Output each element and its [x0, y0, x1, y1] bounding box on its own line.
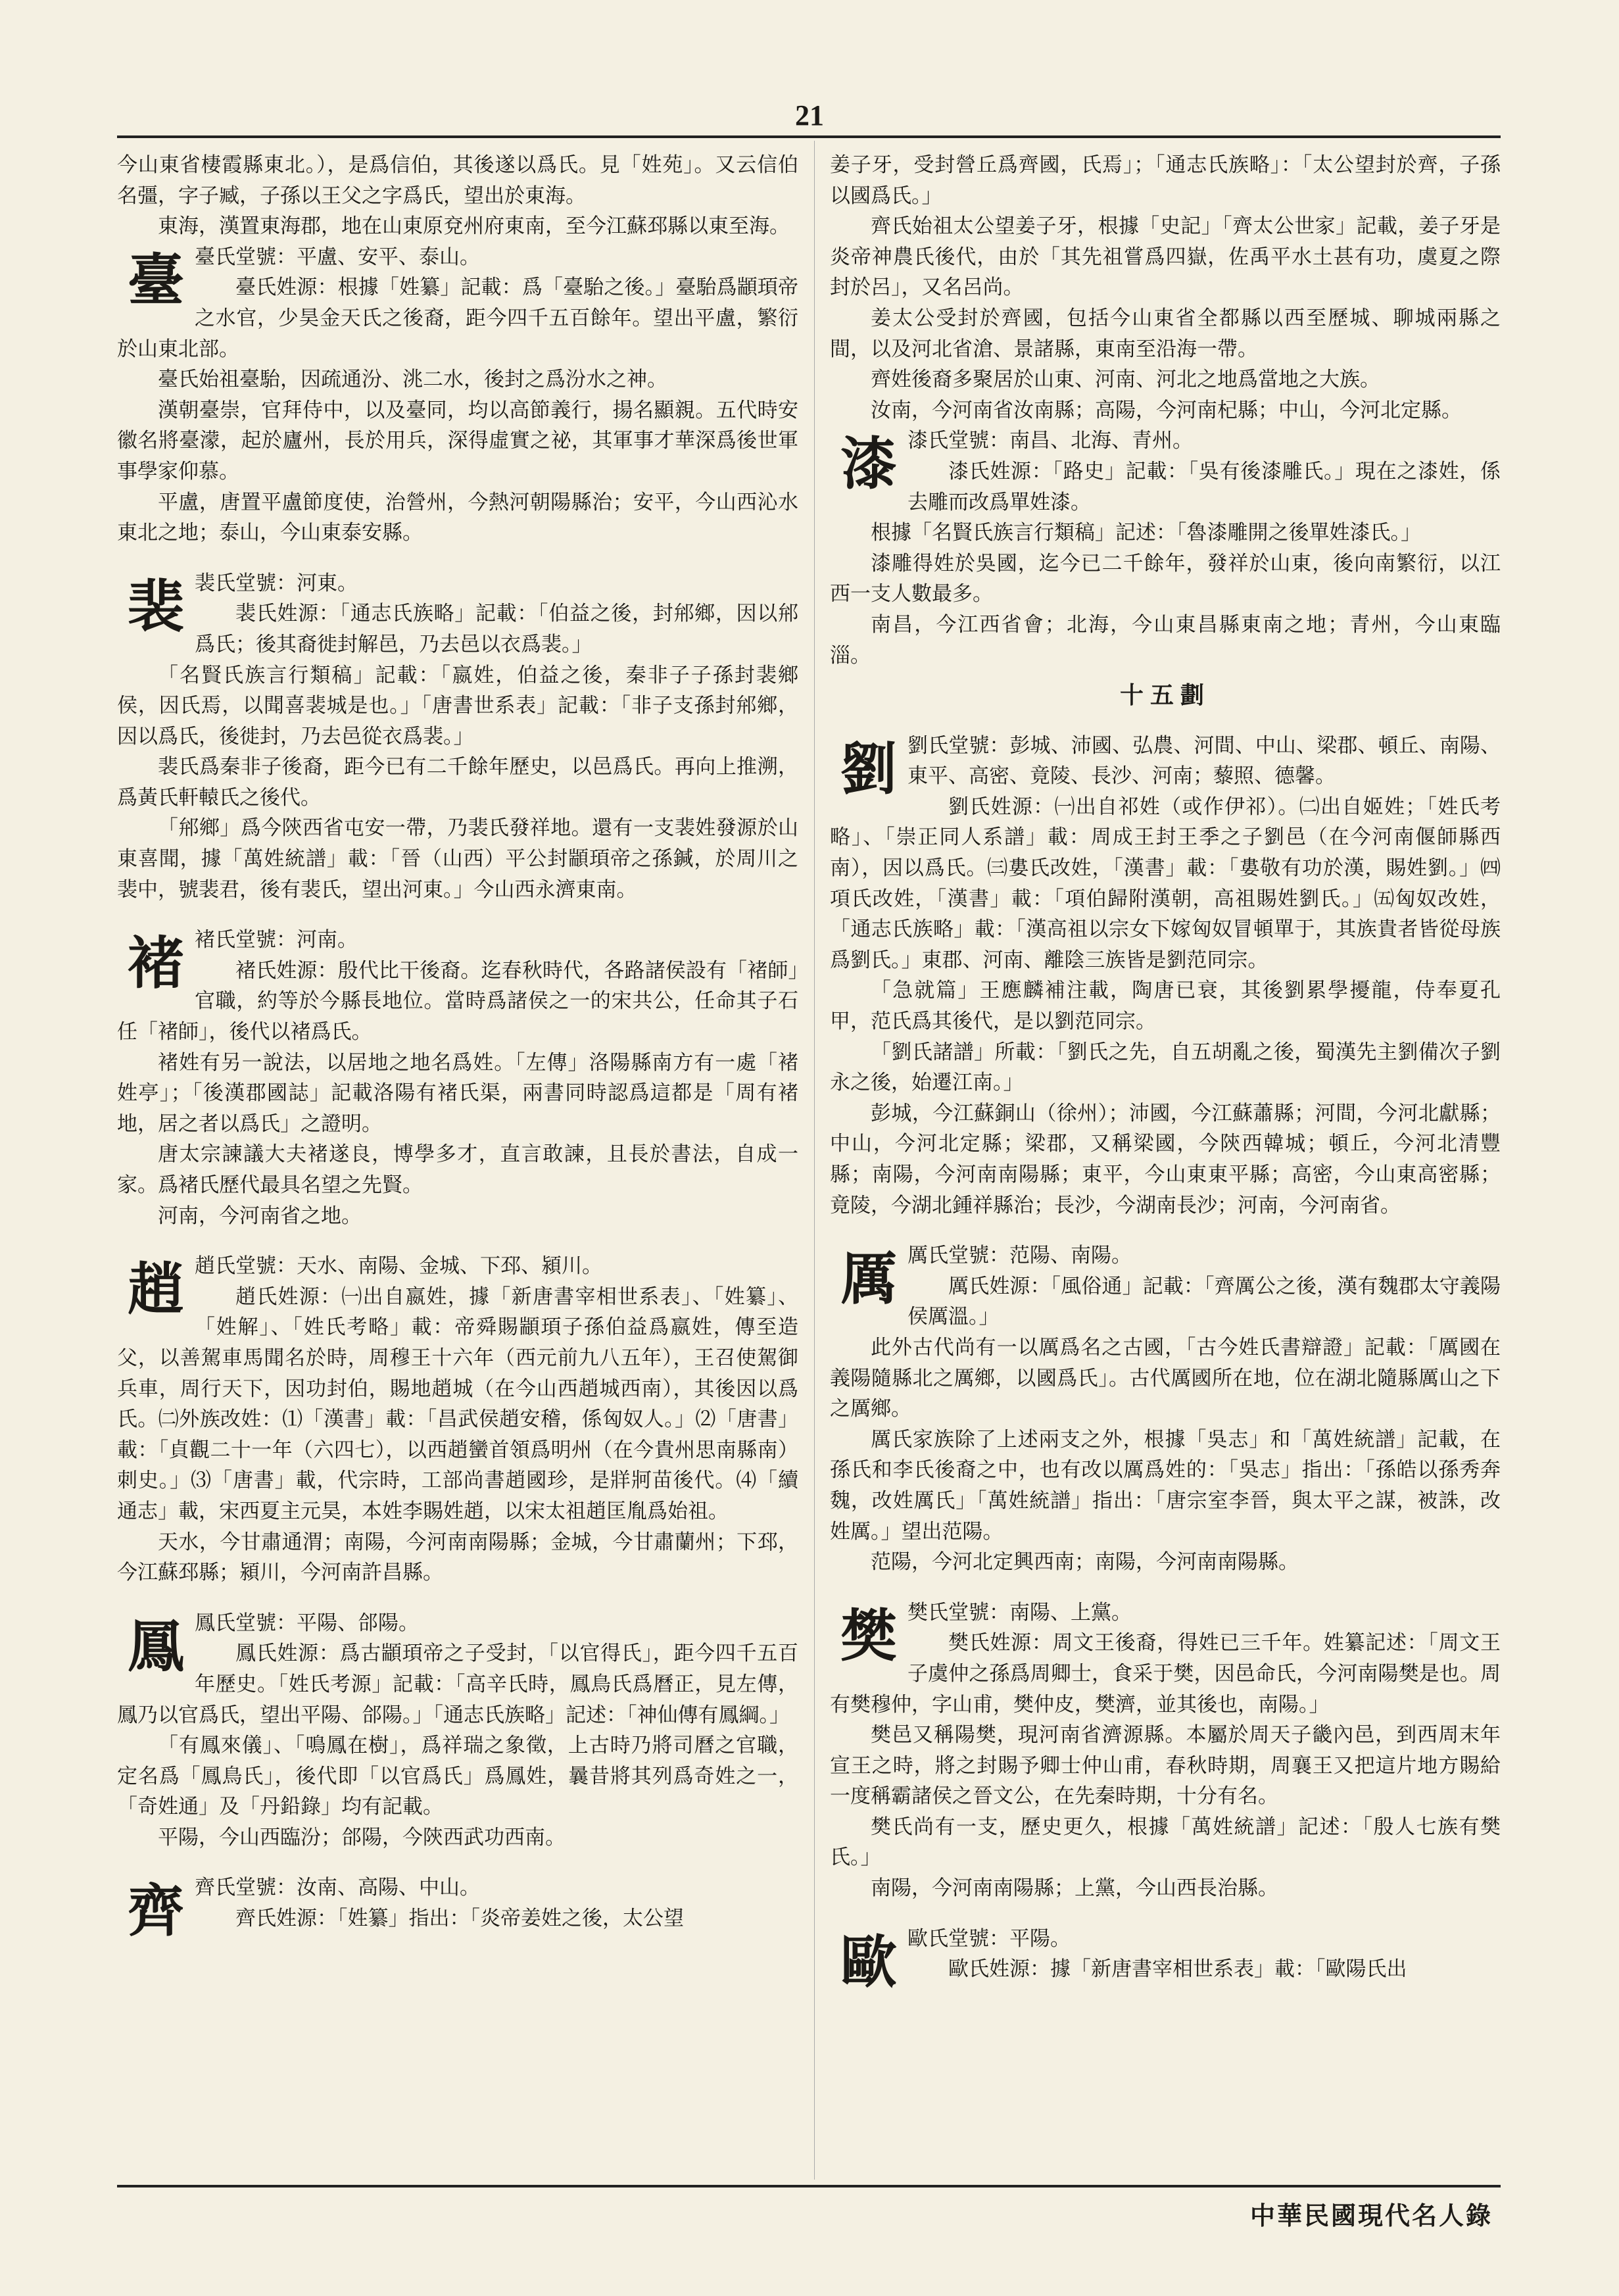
entry-paragraph: 臺氏始祖臺駘，因疏通汾、洮二水，後封之爲汾水之神。 — [158, 368, 667, 392]
entry-paragraph: 平陽，今山西臨汾；郃陽，今陝西武功西南。 — [158, 1825, 566, 1849]
entry-paragraph: 裴氏姓源：「通志氏族略」記載：「伯益之後，封𨚕鄉，因以𨚕爲氏；後其裔徙封解邑，乃去邑以衣爲裴。」 — [195, 602, 798, 656]
entry-paragraph: 此外古代尚有一以厲爲名之古國，「古今姓氏書辯證」記載：「厲國在義陽隨縣北之厲鄉，以國爲氏」。古代厲國所在地，位在湖北隨縣厲山之下之厲鄉。 — [830, 1335, 1501, 1421]
continued-paragraph: 姜子牙，受封營丘爲齊國，氏焉」；「通志氏族略」：「太公望封於齊，子孫以國爲氏。」 — [830, 153, 1501, 208]
entry-paragraph: 「名賢氏族言行類稿」記載：「嬴姓，伯益之後，秦非子子孫封裴鄉侯，因氏焉，以聞喜裴城是也。」「唐書世系表」記載：「非子支孫封𨚕鄉，因以爲氏，後徙封，乃去邑從衣爲裴。」 — [117, 663, 798, 748]
surname-entry — [117, 568, 798, 906]
entry-paragraph: 天水，今甘肅通渭；南陽，今河南南陽縣；金城，今甘肅蘭州；下邳，今江蘇邳縣；潁川，今河南許昌縣。 — [117, 1530, 798, 1585]
entry-paragraph: 根據「名賢氏族言行類稿」記述：「魯漆雕開之後單姓漆氏。」 — [871, 521, 1421, 545]
surname-entry — [830, 426, 1501, 671]
entry-paragraph: 「有鳳來儀」、「鳴鳳在樹」，爲祥瑞之象徵，上古時乃將司曆之官職，定名爲「鳳鳥氏」，後代即「以官爲氏」爲鳳姓，曩昔將其列爲奇姓之一，「奇姓通」及「丹鉛錄」均有記載。 — [117, 1734, 798, 1819]
entry-paragraph: 樊邑又稱陽樊，現河南省濟源縣。本屬於周天子畿內邑，到西周末年宣王之時，將之封賜予卿士仲山甫，春秋時期，周襄王又把這片地方賜給一度稱霸諸侯之晉文公，在先秦時期，十分有名。 — [830, 1723, 1501, 1809]
surname-entry — [830, 1598, 1501, 1904]
continued-paragraph: 齊姓後裔多聚居於山東、河南、河北之地爲當地之大族。 — [871, 368, 1380, 392]
entry-paragraph: 鳳氏堂號：平陽、郃陽。 — [195, 1611, 419, 1635]
entry-paragraph: 平盧，唐置平盧節度使，治營州，今熱河朝陽縣治；安平，今山西沁水東北之地；泰山，今山東泰安縣。 — [117, 490, 798, 545]
surname-heading: 樊 — [840, 1602, 897, 1669]
surname-heading: 褚 — [128, 930, 184, 997]
header-rule — [117, 135, 1501, 138]
page-number: 21 — [795, 99, 824, 132]
entry-paragraph: 范陽，今河北定興西南；南陽，今河南南陽縣。 — [871, 1550, 1299, 1575]
surname-entry — [117, 1872, 798, 1945]
entry-paragraph: 褚氏姓源：殷代比干後裔。迄春秋時代，各路諸侯設有「褚師」官職，約等於今縣長地位。當時爲諸侯之一的宋共公，任命其子石任「褚師」，後代以褚爲氏。 — [117, 958, 798, 1044]
entry-paragraph: 「劉氏諸譜」所載：「劉氏之先，自五胡亂之後，蜀漢先主劉備次子劉永之後，始遷江南。」 — [830, 1040, 1501, 1095]
entry-paragraph: 臺氏堂號：平盧、安平、泰山。 — [195, 245, 480, 269]
entry-paragraph: 樊氏尚有一支，歷史更久，根據「萬姓統譜」記述：「殷人七族有樊氏。」 — [830, 1815, 1501, 1870]
entry-paragraph: 厲氏姓源：「風俗通」記載：「齊厲公之後，漢有魏郡太守義陽侯厲溫。」 — [907, 1274, 1501, 1329]
entry-paragraph: 褚姓有另一說法，以居地之地名爲姓。「左傳」洛陽縣南方有一處「褚姓亭」；「後漢郡國誌」記載洛陽有褚氏渠，兩書同時認爲這都是「周有褚地，居之者以爲氏」之證明。 — [117, 1050, 798, 1136]
entry-paragraph: 漆雕得姓於吳國，迄今已二千餘年，發祥於山東，後向南繁衍，以江西一支人數最多。 — [830, 551, 1501, 606]
surname-heading: 漆 — [840, 431, 897, 498]
entry-paragraph: 裴氏爲秦非子後裔，距今已有二千餘年歷史，以邑爲氏。再向上推溯，爲黃氏軒轅氏之後代。 — [117, 755, 798, 810]
surname-entry — [830, 1240, 1501, 1578]
entry-paragraph: 彭城，今江蘇銅山（徐州）；沛國，今江蘇蕭縣；河間，今河北獻縣；中山，今河北定縣；梁郡，又稱梁國，今陝西韓城；頓丘，今河北清豐縣；南陽，今河南南陽縣；東平，今山東東平縣；高密，今山東高密縣；竟陵，今湖北鍾祥縣治；長沙，今湖南長沙；河南，今河南省。 — [830, 1101, 1501, 1217]
entry-paragraph: 南昌，今江西省會；北海，今山東昌縣東南之地；青州，今山東臨淄。 — [830, 612, 1501, 668]
continued-paragraph: 東海，漢置東海郡，地在山東原兗州府東南，至今江蘇邳縣以東至海。 — [158, 214, 790, 239]
entry-paragraph: 樊氏姓源：周文王後裔，得姓已三千年。姓纂記述：「周文王子虞仲之孫爲周卿士，食采于樊，因邑命氏，今河南陽樊是也。周有樊穆仲，字山甫，樊仲皮，樊濟，並其後也，南陽。」 — [830, 1631, 1501, 1717]
entry-paragraph: 樊氏堂號：南陽、上黨。 — [907, 1600, 1132, 1624]
surname-entry — [117, 925, 798, 1231]
surname-heading: 齊 — [128, 1878, 184, 1945]
left-column — [117, 150, 798, 2181]
entry-paragraph: 歐氏姓源：據「新唐書宰相世系表」載：「歐陽氏出 — [948, 1957, 1407, 1982]
entry-paragraph: 唐太宗諫議大夫褚遂良，博學多才，直言敢諫，且長於書法，自成一家。爲褚氏歷代最具名望之先賢。 — [117, 1142, 798, 1197]
surname-heading: 劉 — [840, 735, 897, 802]
entry-paragraph: 漆氏姓源：「路史」記載：「吳有後漆雕氏。」現在之漆姓，係去雕而改爲單姓漆。 — [907, 459, 1501, 514]
entry-paragraph: 劉氏姓源：㈠出自祁姓（或作伊祁）。㈡出自姬姓；「姓氏考略」、「崇正同人系譜」載：周成王封王季之子劉邑（在今河南偃師縣西南），因以爲氏。㈢婁氏改姓，「漢書」載：「婁敬有功於漢，賜姓劉。」㈣項氏改姓，「漢書」載：「項伯歸附漢朝，高祖賜姓劉氏。」㈤匈奴改姓，「通志氏族略」載：「漢高祖以宗女下嫁匈奴冒頓單于，其族貴者皆從母族爲劉氏。」東郡、河南、離陰三族皆是劉范同宗。 — [830, 794, 1501, 972]
surname-heading: 臺 — [128, 247, 184, 314]
entry-paragraph: 河南，今河南省之地。 — [158, 1204, 362, 1228]
surname-heading: 裴 — [128, 573, 184, 640]
surname-entry — [830, 1924, 1501, 1995]
continued-paragraph: 今山東省棲霞縣東北。），是爲信伯，其後遂以爲氏。見「姓苑」。又云信伯名彊，字子臧，子孫以王父之字爲氏，望出於東海。 — [117, 153, 798, 208]
surname-entry — [117, 1251, 798, 1588]
continued-paragraph: 汝南，今河南省汝南縣；高陽，今河南杞縣；中山，今河北定縣。 — [871, 398, 1462, 422]
entry-paragraph: 齊氏姓源：「姓纂」指出：「炎帝姜姓之後，太公望 — [235, 1907, 684, 1931]
entry-paragraph: 南陽，今河南南陽縣；上黨，今山西長治縣。 — [871, 1876, 1278, 1901]
entry-paragraph: 趙氏堂號：天水、南陽、金城、下邳、潁川。 — [195, 1254, 602, 1279]
surname-heading: 鳳 — [128, 1613, 184, 1680]
entry-paragraph: 漆氏堂號：南昌、北海、青州。 — [907, 429, 1193, 453]
surname-heading: 厲 — [840, 1246, 897, 1313]
entry-paragraph: 劉氏堂號：彭城、沛國、弘農、河間、中山、梁郡、頓丘、南陽、東平、高密、竟陵、長沙、河南；藜照、德馨。 — [907, 733, 1501, 789]
surname-heading: 趙 — [128, 1256, 184, 1323]
entry-paragraph: 厲氏堂號：范陽、南陽。 — [907, 1244, 1132, 1268]
right-column — [830, 150, 1501, 2181]
entry-paragraph: 「𨚕鄉」爲今陝西省屯安一帶，乃裴氏發祥地。還有一支裴姓發源於山東喜聞，據「萬姓統譜」載：「晉（山西）平公封顓頊帝之孫鍼，於周川之裴中，號裴君，後有裴氏，望出河東。」今山西永濟東南。 — [117, 816, 798, 902]
entry-paragraph: 「急就篇」王應麟補注載，陶唐已衰，其後劉累學擾龍，侍奉夏孔甲，范氏爲其後代，是以劉范同宗。 — [830, 979, 1501, 1034]
surname-entry — [117, 1608, 798, 1853]
column-divider — [814, 141, 815, 2180]
continued-paragraph: 齊氏始祖太公望姜子牙，根據「史記」「齊太公世家」記載，姜子牙是炎帝神農氏後代，由於「其先祖嘗爲四嶽，佐禹平水土甚有功，虞夏之際封於呂」，又名呂尚。 — [830, 214, 1501, 300]
entry-paragraph: 褚氏堂號：河南。 — [195, 928, 358, 952]
entry-paragraph: 歐氏堂號：平陽。 — [907, 1926, 1071, 1951]
entry-paragraph: 漢朝臺崇，官拜侍中，以及臺同，均以高節義行，揚名顯親。五代時安徽名將臺濛，起於廬州，長於用兵，深得虛實之祕，其軍事才華深爲後世軍事學家仰慕。 — [117, 398, 798, 483]
footer-rule — [117, 2185, 1501, 2187]
entry-paragraph: 厲氏家族除了上述兩支之外，根據「吳志」和「萬姓統譜」記載，在孫氏和李氏後裔之中，也有改以厲爲姓的：「吳志」指出：「孫皓以孫秀奔魏，改姓厲氏」「萬姓統譜」指出：「唐宗室李晉，與太平之謀，被誅，改姓厲。」望出范陽。 — [830, 1427, 1501, 1544]
surname-entry — [117, 242, 798, 549]
continued-paragraph: 姜太公受封於齊國，包括今山東省全都縣以西至歷城、聊城兩縣之間，以及河北省滄、景諸縣，東南至沿海一帶。 — [830, 306, 1501, 361]
surname-heading: 歐 — [840, 1928, 897, 1995]
footer-title: 中華民國現代名人錄 — [1249, 2201, 1493, 2230]
entry-paragraph: 齊氏堂號：汝南、高陽、中山。 — [195, 1876, 480, 1900]
entry-paragraph: 鳳氏姓源：爲古顓頊帝之子受封，「以官得氏」，距今四千五百年歷史。「姓氏考源」記載：「高辛氏時，鳳鳥氏爲曆正，見左傳，鳳乃以官爲氏，望出平陽、郃陽。」「通志氏族略」記述：「神仙傳有鳳綱。」 — [117, 1642, 798, 1727]
surname-entry — [830, 731, 1501, 1221]
stroke-count-heading: 十五劃 — [1119, 681, 1211, 710]
entry-paragraph: 裴氏堂號：河東。 — [195, 571, 358, 595]
entry-paragraph: 臺氏姓源：根據「姓纂」記載：爲「臺駘之後。」臺駘爲顓頊帝之水官，少昊金天氏之後裔，距今四千五百餘年。望出平盧，繁衍於山東北部。 — [117, 276, 798, 361]
entry-paragraph: 趙氏姓源：㈠出自嬴姓，據「新唐書宰相世系表」、「姓纂」、「姓解」、「姓氏考略」載：帝舜賜顓頊子孫伯益爲嬴姓，傳至造父，以善駕車馬聞名於時，周穆王十六年（西元前九八五年），王召使駕御兵車，周行天下，因功封伯，賜地趙城（在今山西趙城西南），其後因以爲氏。㈡外族改姓：⑴「漢書」載：「昌武侯趙安稽，係匈奴人。」⑵「唐書」載：「貞觀二十一年（六四七），以西趙蠻首領爲明州（在今貴州思南縣南）刺史。」⑶「唐書」載，代宗時，工部尚書趙國珍，是牂牁苗後代。⑷「續通志」載，宋西夏主元昊，本姓李賜姓趙，以宋太祖趙匡胤爲始祖。 — [117, 1284, 798, 1523]
